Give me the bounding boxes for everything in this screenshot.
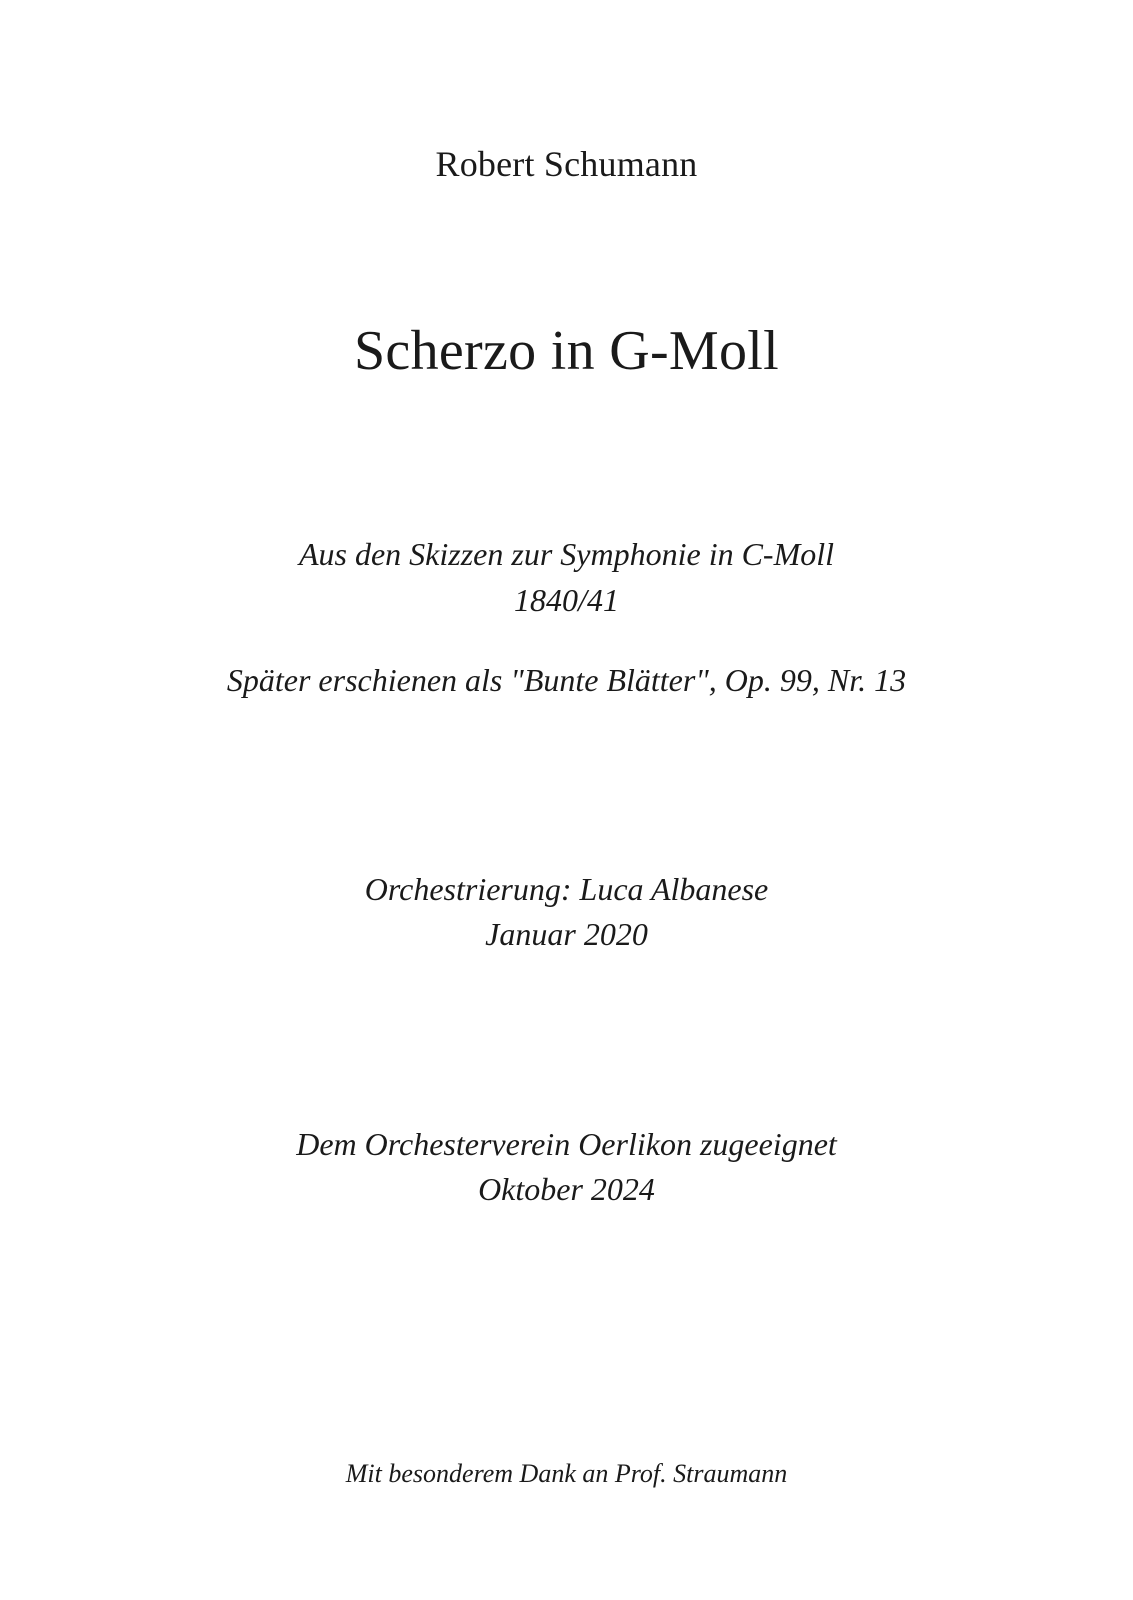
acknowledgement: Mit besonderem Dank an Prof. Straumann [345, 1459, 788, 1488]
publication-note: Später erschienen als "Bunte Blätter", Op. 99, Nr. 13 [226, 662, 907, 698]
orchestration-credit: Orchestrierung: Luca Albanese [364, 871, 769, 907]
orchestration-date: Januar 2020 [485, 916, 648, 952]
source-years: 1840/41 [514, 582, 619, 618]
source-note: Aus den Skizzen zur Symphonie in C-Moll [298, 536, 835, 572]
dedication: Dem Orchesterverein Oerlikon zugeeignet [296, 1126, 837, 1162]
dedication-date: Oktober 2024 [478, 1171, 655, 1207]
work-title: Scherzo in G-Moll [353, 320, 780, 382]
composer-name: Robert Schumann [435, 144, 698, 184]
